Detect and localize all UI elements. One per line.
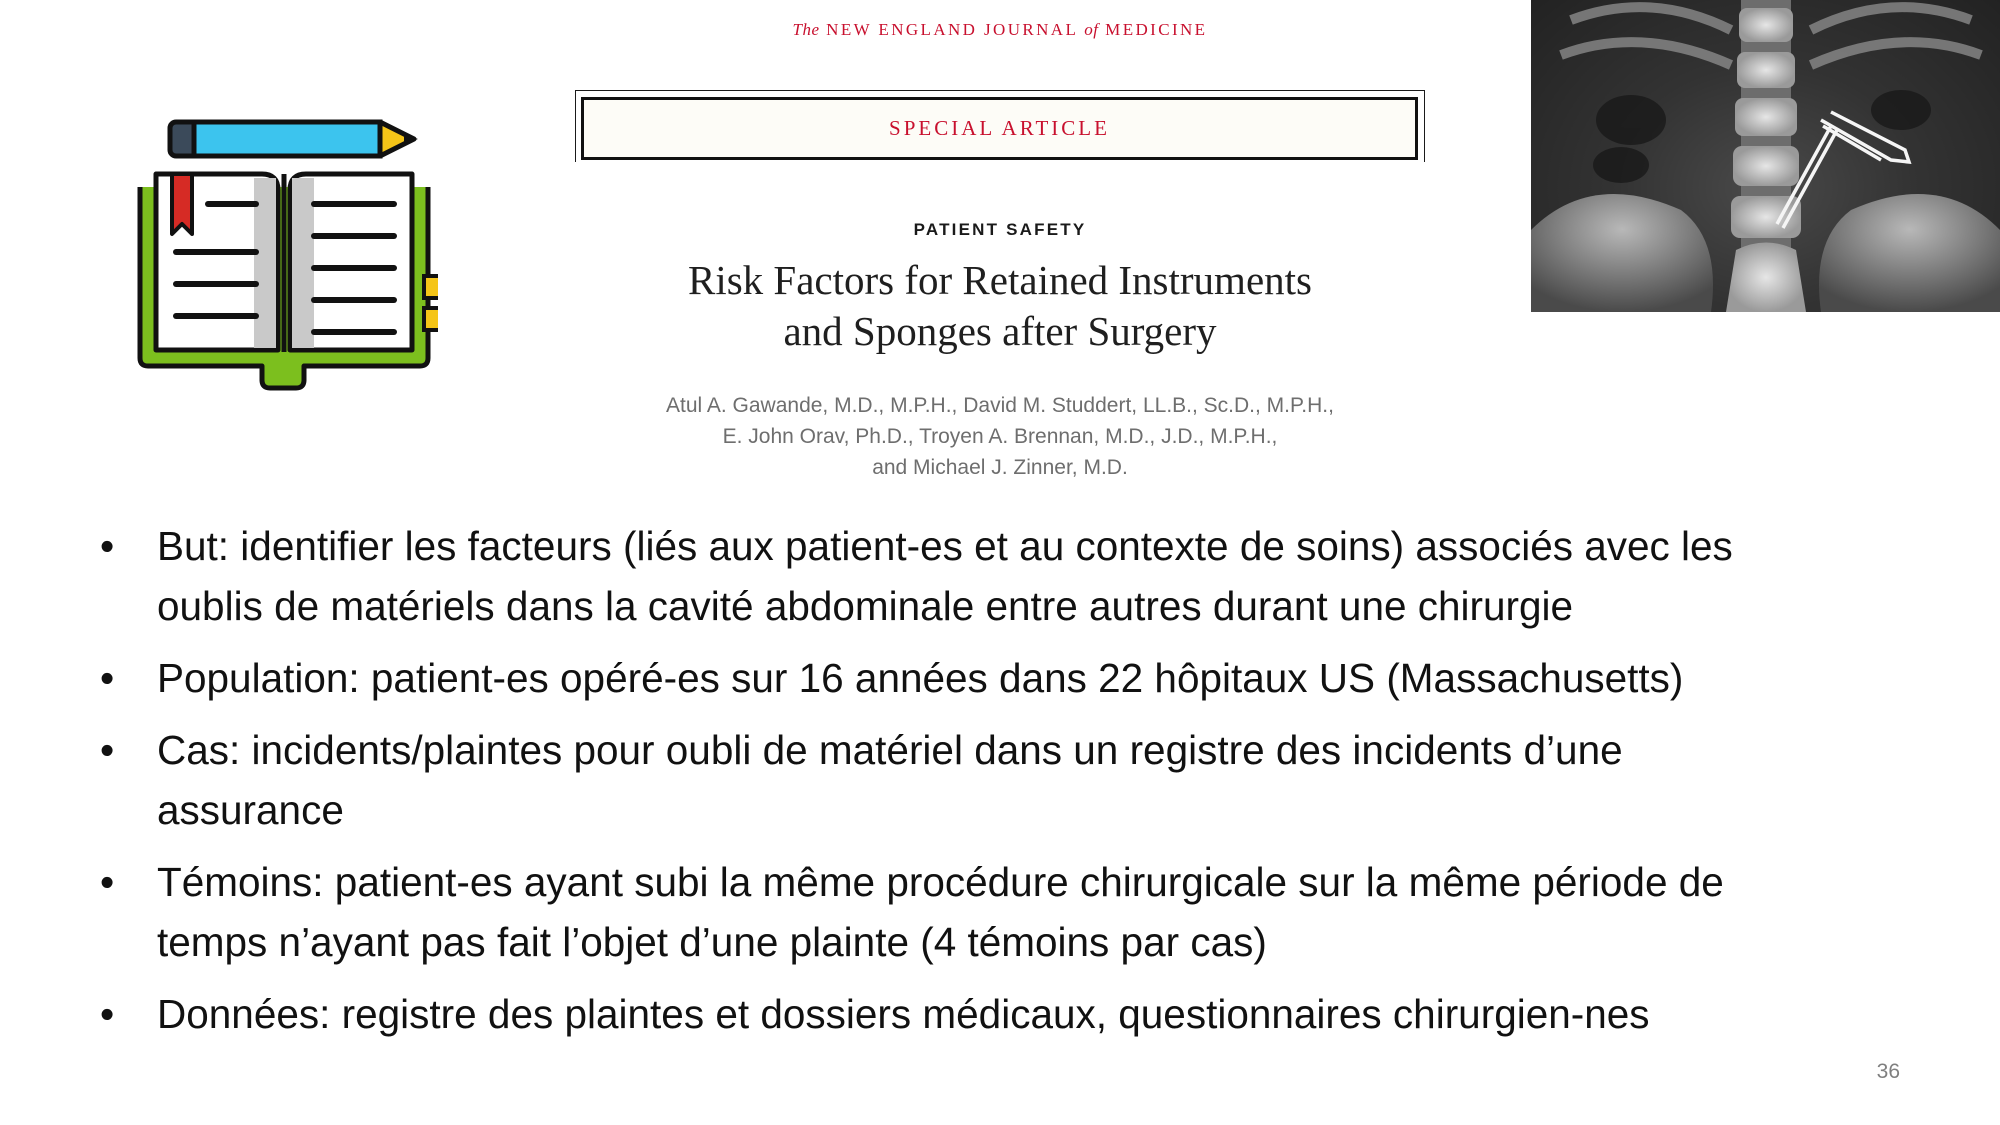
bullet-line: Données: registre des plaintes et dossiers médicaux, questionnaires chirurgien-nes (157, 991, 1650, 1037)
article-title-line-1: Risk Factors for Retained Instruments (687, 257, 1312, 303)
bullet-line: oublis de matériels dans la cavité abdominale entre autres durant une chirurgie (157, 583, 1574, 629)
bullet-marker: • (100, 991, 115, 1037)
journal-name-part1: NEW ENGLAND JOURNAL (826, 20, 1078, 39)
bullet-marker: • (100, 727, 115, 773)
bullet-list (100, 516, 1960, 1056)
journal-of: of (1084, 20, 1099, 39)
authors-line-2: E. John Orav, Ph.D., Troyen A. Brennan, M.D., J.D., M.P.H., (722, 425, 1278, 448)
notebook-pencil-icon (128, 112, 438, 402)
journal-name-part2: MEDICINE (1105, 20, 1208, 39)
bullet-marker: • (100, 523, 115, 569)
bullet-item (100, 516, 1960, 636)
authors-line-1: Atul A. Gawande, M.D., M.P.H., David M. Studdert, LL.B., Sc.D., M.P.H., (666, 394, 1334, 417)
special-article-banner: SPECIAL ARTICLE (581, 97, 1418, 160)
author-list (560, 390, 1440, 483)
bullet-marker: • (100, 859, 115, 905)
bullet-line: temps n’ayant pas fait l’objet d’une plainte (4 témoins par cas) (157, 919, 1267, 965)
xray-image (1531, 0, 2000, 312)
article-title (560, 255, 1440, 357)
bullet-marker: • (100, 655, 115, 701)
bullet-line: But: identifier les facteurs (liés aux patient-es et au contexte de soins) associés avec les (157, 523, 1733, 569)
journal-masthead (560, 20, 1440, 40)
section-label: PATIENT SAFETY (913, 220, 1087, 239)
bullet-line: Population: patient-es opéré-es sur 16 années dans 22 hôpitaux US (Massachusetts) (157, 655, 1684, 701)
bullet-item (100, 648, 1960, 708)
bullet-item (100, 852, 1960, 972)
article-title-line-2: and Sponges after Surgery (783, 308, 1217, 354)
journal-the: The (792, 20, 820, 39)
bullet-line: assurance (157, 787, 344, 833)
pencil-icon (170, 122, 418, 156)
authors-line-3: and Michael J. Zinner, M.D. (872, 456, 1128, 479)
bullet-item (100, 720, 1960, 840)
bullet-line: Témoins: patient-es ayant subi la même procédure chirurgicale sur la même période de (157, 859, 1724, 905)
bullet-line: Cas: incidents/plaintes pour oubli de matériel dans un registre des incidents d’une (157, 727, 1623, 773)
bullet-item (100, 984, 1960, 1044)
page-number: 36 (1876, 1060, 1900, 1083)
